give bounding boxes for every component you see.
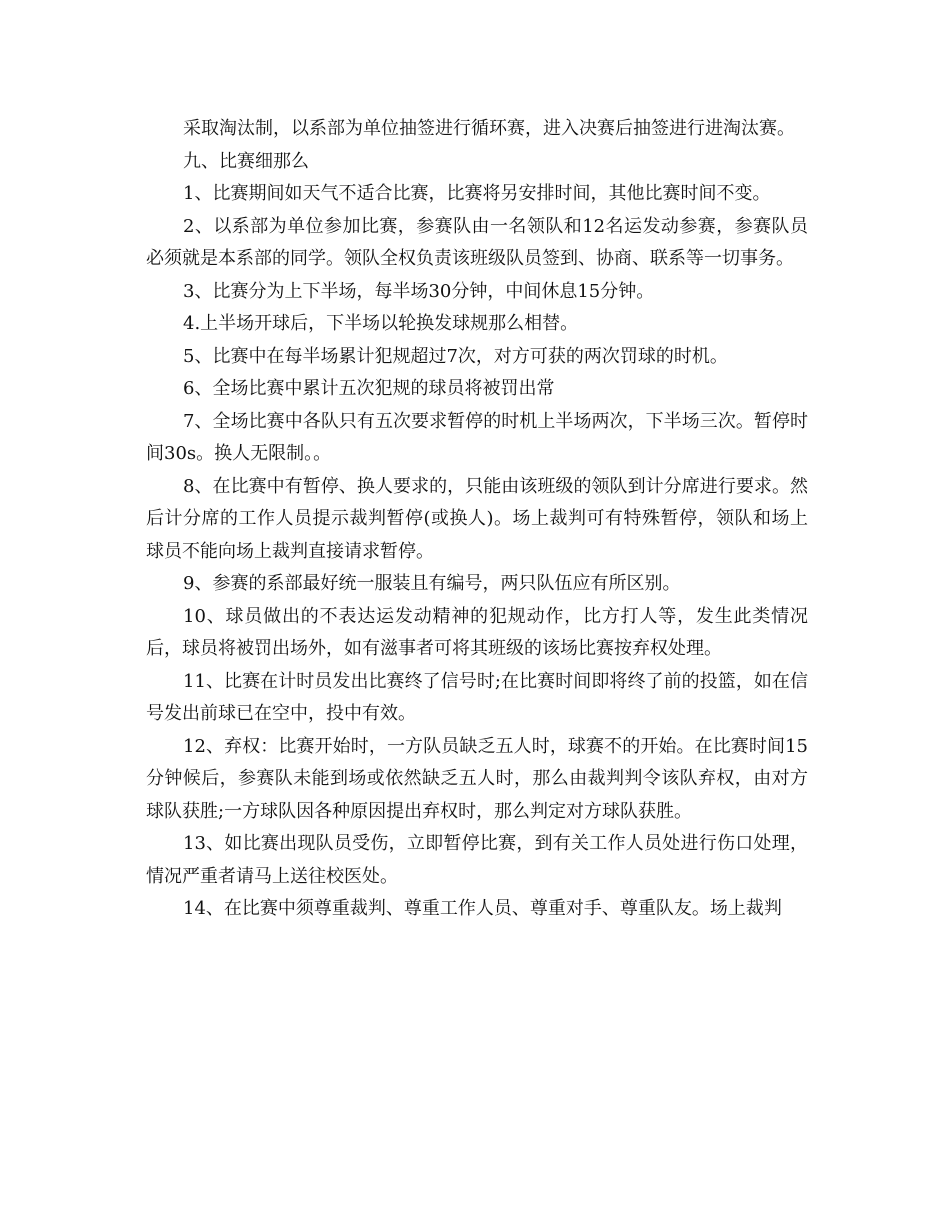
rule-12: 12、弃权：比赛开始时，一方队员缺乏五人时，球赛不的开始。在比赛时间15分钟候后，参赛队未能到场或依然缺乏五人时，那么由裁判判令该队弃权，由对方球队获胜;一方球队因各种原因提出弃权时，那么判定对方球队获胜。: [146, 735, 808, 822]
rule-13: 13、如比赛出现队员受伤，立即暂停比赛，到有关工作人员处进行伤口处理，情况严重者请马上送往校医处。: [146, 833, 808, 887]
rule-9: 9、参赛的系部最好统一服装且有编号，两只队伍应有所区别。: [183, 573, 681, 594]
rule-6: 6、全场比赛中累计五次犯规的球员将被罚出常: [183, 378, 555, 399]
rule-14: 14、在比赛中须尊重裁判、尊重工作人员、尊重对手、尊重队友。场上裁判: [183, 898, 782, 919]
rule-7: 7、全场比赛中各队只有五次要求暂停的时机上半场两次，下半场三次。暂停时间30s。换人无限制。。: [146, 410, 808, 464]
rule-4: 4.上半场开球后，下半场以轮换发球规那么相替。: [183, 313, 579, 334]
rule-3: 3、比赛分为上下半场，每半场30分钟，中间休息15分钟。: [183, 280, 655, 302]
rule-1: 1、比赛期间如天气不适合比赛，比赛将另安排时间，其他比赛时间不变。: [183, 183, 771, 204]
rule-2: 2、以系部为单位参加比赛，参赛队由一名领队和12名运发动参赛，参赛队员必须就是本系部的同学。领队全权负责该班级队员签到、协商、联系等一切事务。: [146, 215, 808, 269]
rule-10: 10、球员做出的不表达运发动精神的犯规动作，比方打人等，发生此类情况后，球员将被罚出场外，如有滋事者可将其班级的该场比赛按弃权处理。: [146, 605, 808, 659]
document-page: [146, 113, 808, 926]
rule-8: 8、在比赛中有暂停、换人要求的，只能由该班级的领队到计分席进行要求。然后计分席的工作人员提示裁判暂停(或换人)。场上裁判可有特殊暂停，领队和场上球员不能向场上裁判直接请求暂停。: [146, 475, 808, 562]
rule-11: 11、比赛在计时员发出比赛终了信号时;在比赛时间即将终了前的投篮，如在信号发出前球已在空中，投中有效。: [146, 670, 808, 724]
rule-5: 5、比赛中在每半场累计犯规超过7次，对方可获的两次罚球的时机。: [183, 345, 728, 367]
paragraph-elimination-format: 采取淘汰制，以系部为单位抽签进行循环赛，进入决赛后抽签进行进淘汰赛。: [183, 118, 795, 139]
section-heading-match-rules: 九、比赛细那么: [183, 150, 309, 172]
